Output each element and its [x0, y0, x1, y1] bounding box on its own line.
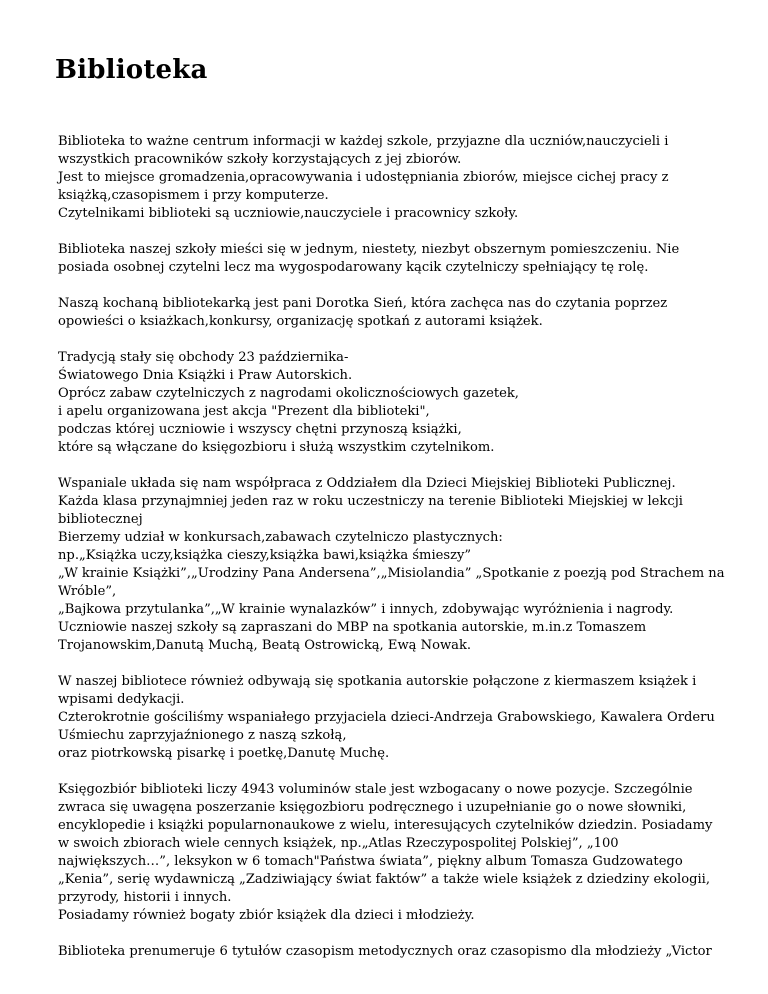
text-line: Oprócz zabaw czytelniczych z nagrodami okolicznościowych gazetek, — [58, 386, 519, 401]
text-line: oraz piotrkowską pisarkę i poetkę,Danutę Muchę. — [58, 746, 390, 761]
text-line: Uczniowie naszej szkoły są zapraszani do MBP na spotkania autorskie, m.in.z Tomaszem — [58, 620, 647, 635]
paragraph-3 — [58, 295, 718, 331]
page-title: Biblioteka — [55, 55, 208, 85]
text-line: największych…”, leksykon w 6 tomach"Państwa świata”, piękny album Tomasza Gudzowatego — [58, 854, 683, 869]
text-line: Biblioteka prenumeruje 6 tytułów czasopism metodycznych oraz czasopismo dla młodzieży „Victor — [58, 944, 712, 959]
text-line: „Kenia”, serię wydawniczą „Zadziwiający świat faktów” a także wiele książek z dziedziny ekologii, — [58, 872, 711, 887]
text-line: bibliotecznej — [58, 512, 143, 527]
paragraph-1 — [58, 133, 718, 223]
text-line: Każda klasa przynajmniej jeden raz w roku uczestniczy na terenie Biblioteki Miejskiej w lekcji — [58, 494, 683, 509]
text-line: Bierzemy udział w konkursach,zabawach czytelniczo plastycznych: — [58, 530, 503, 545]
text-line: wszystkich pracowników szkoły korzystających z jej zbiorów. — [58, 152, 462, 167]
text-line: Księgozbiór biblioteki liczy 4943 voluminów stale jest wzbogacany o nowe pozycje. Szczególnie — [58, 782, 693, 797]
text-line: np.„Książka uczy,książka cieszy,książka bawi,książka śmieszy” — [58, 548, 472, 563]
text-line: „W krainie Książki”,„Urodziny Pana Andersena”,„Misiolandia” „Spotkanie z poezją pod Strachem na — [58, 566, 725, 581]
text-line: Jest to miejsce gromadzenia,opracowywania i udostępniania zbiorów, miejsce cichej pracy z — [58, 170, 669, 185]
text-line: Biblioteka to ważne centrum informacji w każdej szkole, przyjazne dla uczniów,nauczycieli i — [58, 134, 669, 149]
text-line: Światowego Dnia Książki i Praw Autorskich. — [58, 368, 353, 383]
text-line: które są włączane do księgozbioru i służą wszystkim czytelnikom. — [58, 440, 495, 455]
text-line: Czytelnikami biblioteki są uczniowie,nauczyciele i pracownicy szkoły. — [58, 206, 519, 221]
paragraph-7 — [58, 781, 718, 925]
text-line: w swoich zbiorach wiele cennych książek, np.„Atlas Rzeczypospolitej Polskiej”, „100 — [58, 836, 619, 851]
text-line: W naszej bibliotece również odbywają się spotkania autorskie połączone z kiermaszem książek i — [58, 674, 697, 689]
text-line: „Bajkowa przytulanka”,„W krainie wynalazków” i innych, zdobywając wyróżnienia i nagrody. — [58, 602, 674, 617]
text-line: i apelu organizowana jest akcja "Prezent dla biblioteki", — [58, 404, 430, 419]
paragraph-8 — [58, 943, 718, 961]
text-line: Biblioteka naszej szkoły mieści się w jednym, niestety, niezbyt obszernym pomieszczeniu. Nie — [58, 242, 680, 257]
text-line: podczas której uczniowie i wszyscy chętni przynoszą książki, — [58, 422, 462, 437]
text-line: przyrody, historii i innych. — [58, 890, 232, 905]
text-line: posiada osobnej czytelni lecz ma wygospodarowany kącik czytelniczy spełniający tę rolę. — [58, 260, 649, 275]
text-line: książką,czasopismem i przy komputerze. — [58, 188, 329, 203]
text-line: zwraca się uwagęna poszerzanie księgozbioru podręcznego i uzupełnianie go o nowe słowniki, — [58, 800, 687, 815]
text-line: Naszą kochaną bibliotekarką jest pani Dorotka Sień, która zachęca nas do czytania poprzez — [58, 296, 668, 311]
document-body — [58, 133, 725, 979]
paragraph-4 — [58, 349, 718, 457]
text-line: Tradycją stały się obchody 23 października- — [58, 350, 349, 365]
text-line: Uśmiechu zaprzyjaźnionego z naszą szkołą, — [58, 728, 347, 743]
text-line: Posiadamy również bogaty zbiór książek dla dzieci i młodzieży. — [58, 908, 475, 923]
text-line: opowieści o ksiażkach,konkursy, organizację spotkań z autorami książek. — [58, 314, 543, 329]
text-line: Trojanowskim,Danutą Muchą, Beatą Ostrowicką, Ewą Nowak. — [58, 638, 472, 653]
paragraph-5 — [58, 475, 725, 655]
paragraph-2 — [58, 241, 718, 277]
text-line: Czterokrotnie gościliśmy wspaniałego przyjaciela dzieci-Andrzeja Grabowskiego, Kawalera Orderu — [58, 710, 715, 725]
text-line: Wróble”, — [58, 584, 117, 599]
paragraph-6 — [58, 673, 718, 763]
text-line: encyklopedie i książki popularnonaukowe z wielu, interesujących czytelników dziedzin. Posiadamy — [58, 818, 713, 833]
text-line: wpisami dedykacji. — [58, 692, 185, 707]
text-line: Wspaniale układa się nam współpraca z Oddziałem dla Dzieci Miejskiej Biblioteki Publicznej. — [58, 476, 676, 491]
